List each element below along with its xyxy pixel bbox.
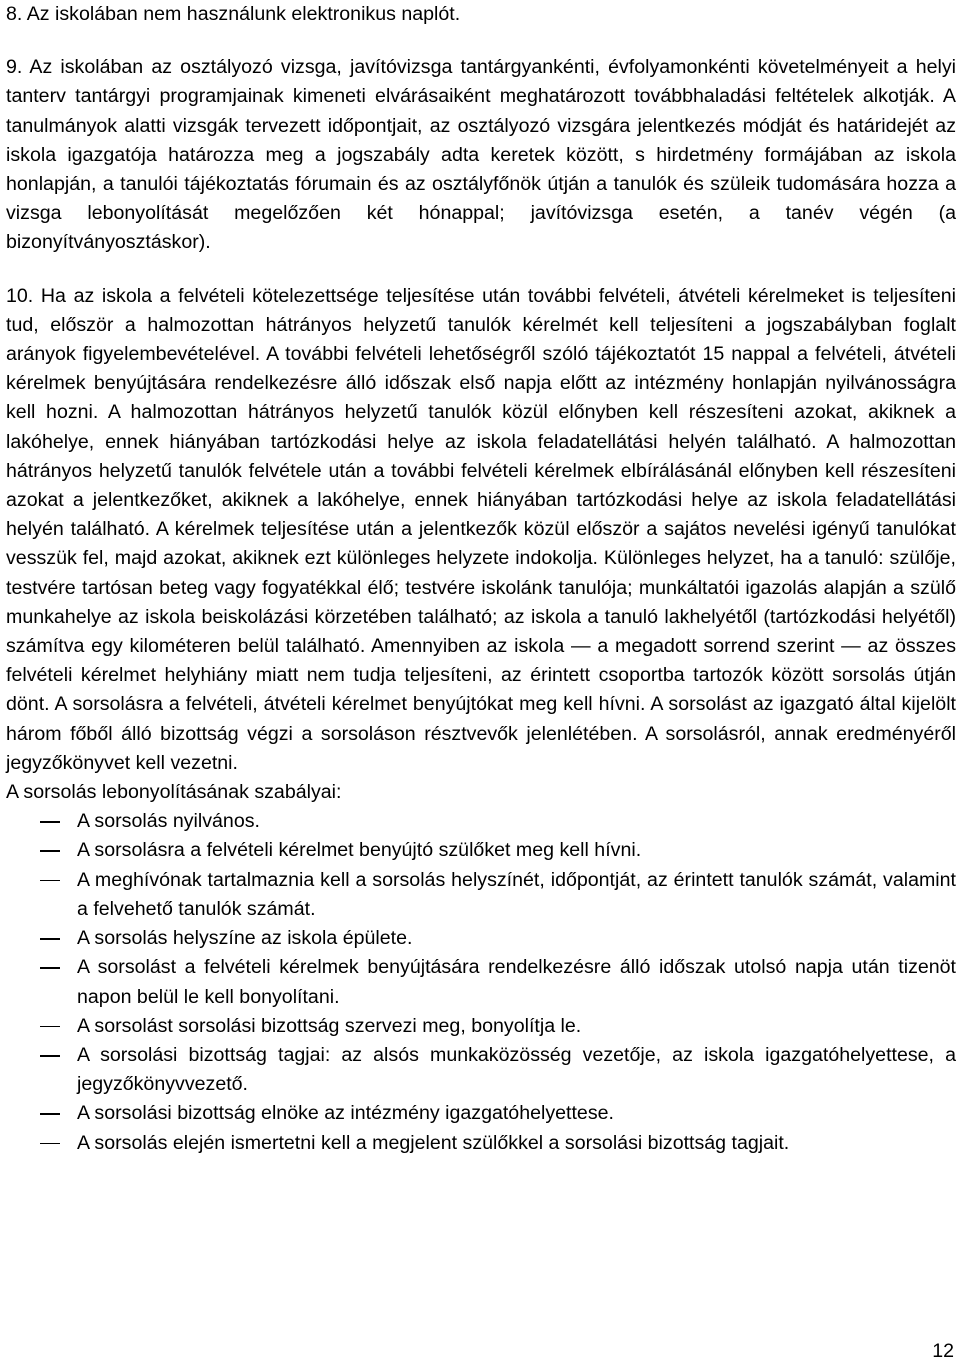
list-item	[6, 836, 956, 865]
list-item	[6, 924, 956, 953]
list-item-text: A sorsolást sorsolási bizottság szervezi meg, bonyolítja le.	[77, 1014, 582, 1037]
rules-list	[6, 807, 956, 1157]
dash-bullet-icon	[40, 1055, 60, 1057]
document-page	[6, 0, 956, 1158]
dash-bullet-icon	[40, 880, 60, 882]
list-item-text: A sorsolási bizottság elnöke az intézmény igazgatóhelyettese.	[77, 1102, 614, 1125]
dash-bullet-icon	[40, 1113, 60, 1115]
list-item-text: A sorsolási bizottság tagjai: az alsós munkaközösség vezetője, az iskola igazgatóhelyettese, a jegyzőkönyvvezető.	[77, 1043, 956, 1096]
dash-bullet-icon	[40, 850, 60, 852]
list-item	[6, 1099, 956, 1128]
dash-bullet-icon	[40, 967, 60, 969]
list-item-text: A sorsolás elején ismertetni kell a megjelent szülőkkel a sorsolási bizottság tagjait.	[77, 1131, 790, 1154]
list-item	[6, 1129, 956, 1158]
list-item-text: A sorsolás nyilvános.	[77, 810, 260, 833]
page-number: 12	[932, 1340, 954, 1362]
list-item	[6, 866, 956, 924]
dash-bullet-icon	[40, 1026, 60, 1028]
list-item-text: A meghívónak tartalmaznia kell a sorsolás helyszínét, időpontját, az érintett tanulók számát, valamint a felvehető tanulók számát.	[77, 868, 956, 920]
dash-bullet-icon	[40, 1143, 60, 1145]
list-item	[6, 1012, 956, 1041]
item-10-paragraph: 10. Ha az iskola a felvételi kötelezettsége teljesítése után további felvételi, átvételi kérelmeket is teljesíteni tud, először a halmozottan hátrányos helyzetű tanulók kérelmét kell teljesíteni a jogszabályban foglalt arányok figyelembevételével. A további felvételi lehetőségről szóló tájékoztatót 15 nappal a felvételi, átvételi kérelmek benyújtására rendelkezésre álló időszak első napja előtt az intézmény honlapján nyilvánosságra kell hozni. A halmozottan hátrányos helyzetű tanulók közül előnyben kell részesíteni azokat, akiknek a lakóhelye, ennek hiányában tartózkodási helye az iskola feladatellátási helyén található. A halmozottan hátrányos helyzetű tanulók felvétele után a további felvételi kérelmek elbírálásánál előnyben kell részesíteni azokat a jelentkezőket, akiknek a lakóhelye, ennek hiányában tartózkodási helye az iskola feladatellátási helyén található. A kérelmek teljesítése után a jelentkezők közül először a sajátos nevelési igényű tanulókat vesszük fel, majd azokat, akiknek ezt különleges helyzete indokolja. Különleges helyzet, ha a tanuló: szülője, testvére tartósan beteg vagy fogyatékkal élő; testvére iskolánk tanulója; munkáltatói igazolás alapján a szülő munkahelye az iskola beiskolázási körzetében található; az iskola a tanuló lakhelyétől (tartózkodási helyétől) számítva egy kilométeren belül található. Amennyiben az iskola — a megadott sorrend szerint — az összes felvételi kérelmet helyhiány miatt nem tudja teljesíteni, az érintett csoportba tartozók között sorsolás útján dönt. A sorsolásra a felvételi, átvételi kérelmet benyújtókat meg kell hívni. A sorsolást az igazgató által kijelölt három főből álló bizottság végzi a sorsoláson résztvevők jelenlétében. A sorsolásról, annak eredményéről jegyzőkönyvet kell vezetni.	[6, 284, 956, 774]
list-item	[6, 1041, 956, 1099]
list-item-text: A sorsolás helyszíne az iskola épülete.	[77, 927, 413, 950]
list-item-text: A sorsolásra a felvételi kérelmet benyújtó szülőket meg kell hívni.	[77, 839, 642, 862]
item-8-paragraph: 8. Az iskolában nem használunk elektronikus naplót.	[6, 3, 461, 25]
dash-bullet-icon	[40, 938, 60, 940]
list-item	[6, 953, 956, 1011]
item-9-paragraph: 9. Az iskolában az osztályozó vizsga, javítóvizsga tantárgyankénti, évfolyamonkénti követelményeit a helyi tanterv tantárgyi programjainak kimeneti elvárásaiként meghatározott továbbhaladási feltételek alkotják. A tanulmányok alatti vizsgák tervezett időpontjait, az osztályozó vizsgára jelentkezés módját és határidejét az iskola igazgatója határozza meg a jogszabály adta keretek között, s hirdetmény formájában az iskola honlapján, a tanulói tájékoztatás fórumain és az osztályfőnök útján a tanulók és szüleik tudomására hozza a vizsga lebonyolítását megelőzően két hónappal; javítóvizsga esetén, a tanév végén (a bizonyítványosztáskor).	[6, 56, 956, 254]
rules-heading: A sorsolás lebonyolításának szabályai:	[6, 781, 342, 804]
dash-bullet-icon	[40, 821, 60, 823]
list-item	[6, 807, 956, 836]
list-item-text: A sorsolást a felvételi kérelmek benyújtására rendelkezésre álló időszak utolsó napja után tizenöt napon belül le kell bonyolítani.	[77, 956, 956, 1008]
